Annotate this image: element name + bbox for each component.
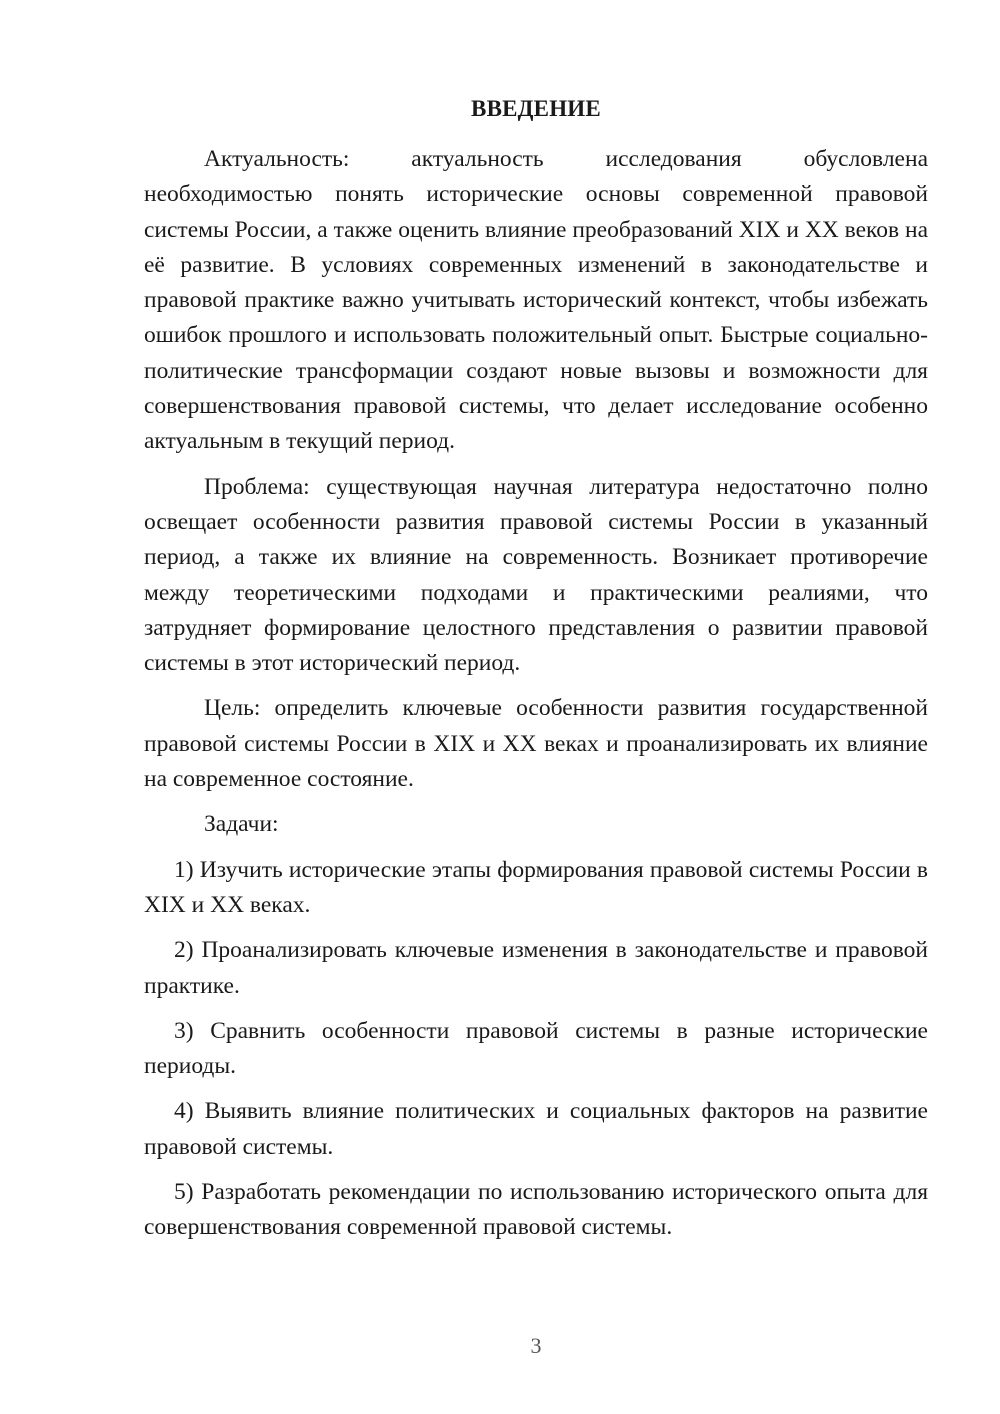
page-number: 3 [530, 1333, 542, 1358]
task-item-3: 3) Сравнить особенности правовой системы в разные исторические периоды. [144, 1017, 928, 1080]
task-item-4: 4) Выявить влияние политических и социальных факторов на развитие правовой системы. [144, 1098, 928, 1160]
problem-paragraph: Проблема: существующая научная литература недостаточно полно освещает особенности развития правовой системы России в указанный период, а также их влияние на современность. Возникает противоречие между теоретическими подходами и практическими реалиями, что затрудняет формирование целостного представления о развитии правовой системы в этот исторический период. [144, 473, 928, 677]
tasks-label: Задачи: [204, 811, 279, 838]
relevance-paragraph: Актуальность: актуальность исследования обусловлена необходимостью понять исторические основы современной правовой системы России, а также оценить влияние преобразований XIX и XX веков на её развитие. В условиях современных изменений в законодательстве и правовой практике важно учитывать исторический контекст, чтобы избежать ошибок прошлого и использовать положительный опыт. Быстрые социально-политические трансформации создают новые вызовы и возможности для совершенствования правовой системы, что делает исследование особенно актуальным в текущий период. [144, 146, 928, 455]
task-item-5: 5) Разработать рекомендации по использованию исторического опыта для совершенствования современной правовой системы. [144, 1179, 928, 1241]
page-title: ВВЕДЕНИЕ [471, 96, 601, 121]
goal-paragraph: Цель: определить ключевые особенности развития государственной правовой системы России в XIX и XX веках и проанализировать их влияние на современное состояние. [144, 695, 928, 793]
document-body [144, 142, 928, 1246]
task-item-1: 1) Изучить исторические этапы формирования правовой системы России в XIX и XX веках. [144, 856, 928, 918]
task-item-2: 2) Проанализировать ключевые изменения в законодательстве и правовой практике. [144, 937, 928, 999]
